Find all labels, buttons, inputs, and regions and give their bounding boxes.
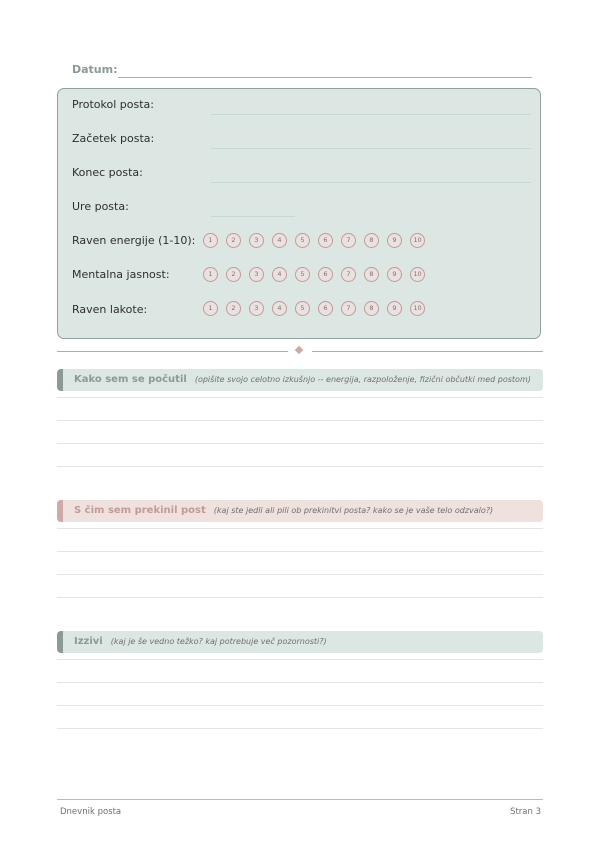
clarity-rating-9[interactable]: 9 [387, 267, 402, 282]
writing-line[interactable] [57, 659, 543, 660]
writing-line[interactable] [57, 574, 543, 575]
energy-rating-5[interactable]: 5 [295, 233, 310, 248]
page-number: Stran 3 [510, 807, 541, 817]
energy-rating-10[interactable]: 10 [410, 233, 425, 248]
section-accent-bar [57, 631, 63, 653]
hunger-label: Raven lakote: [72, 303, 148, 316]
hunger-rating-1[interactable]: 1 [203, 301, 218, 316]
date-input-line[interactable] [118, 77, 532, 78]
date-label: Datum: [72, 63, 118, 76]
start-label: Začetek posta: [72, 132, 155, 145]
energy-rating-1[interactable]: 1 [203, 233, 218, 248]
date-row [72, 63, 532, 79]
writing-line[interactable] [57, 397, 543, 398]
energy-rating-3[interactable]: 3 [249, 233, 264, 248]
energy-rating-2[interactable]: 2 [226, 233, 241, 248]
divider-right [312, 351, 543, 352]
hunger-rating-5[interactable]: 5 [295, 301, 310, 316]
clarity-rating-3[interactable]: 3 [249, 267, 264, 282]
energy-rating-9[interactable]: 9 [387, 233, 402, 248]
energy-label: Raven energije (1-10): [72, 234, 196, 247]
section-challenges-header [57, 631, 543, 653]
section-title: Kako sem se počutil [74, 374, 187, 385]
hours-input-line[interactable] [211, 216, 295, 217]
hours-label: Ure posta: [72, 200, 129, 213]
section-feeling-header [57, 369, 543, 391]
end-input-line[interactable] [211, 182, 531, 183]
energy-rating-4[interactable]: 4 [272, 233, 287, 248]
end-label: Konec posta: [72, 166, 143, 179]
writing-line[interactable] [57, 728, 543, 729]
hunger-rating-6[interactable]: 6 [318, 301, 333, 316]
energy-rating-8[interactable]: 8 [364, 233, 379, 248]
writing-line[interactable] [57, 682, 543, 683]
energy-rating-6[interactable]: 6 [318, 233, 333, 248]
clarity-rating-1[interactable]: 1 [203, 267, 218, 282]
clarity-rating-6[interactable]: 6 [318, 267, 333, 282]
section-accent-bar [57, 369, 63, 391]
writing-line[interactable] [57, 705, 543, 706]
clarity-rating-4[interactable]: 4 [272, 267, 287, 282]
section-note: (kaj ste jedli ali pili ob prekinitvi posta? kako se je vaše telo odzvalo?) [213, 506, 494, 515]
section-accent-bar [57, 500, 63, 522]
hunger-rating-3[interactable]: 3 [249, 301, 264, 316]
clarity-rating-2[interactable]: 2 [226, 267, 241, 282]
writing-line[interactable] [57, 551, 543, 552]
hunger-rating-10[interactable]: 10 [410, 301, 425, 316]
footer-rule [57, 799, 543, 800]
energy-rating-7[interactable]: 7 [341, 233, 356, 248]
hunger-rating-9[interactable]: 9 [387, 301, 402, 316]
divider-left [57, 351, 288, 352]
protocol-label: Protokol posta: [72, 98, 154, 111]
footer-title: Dnevnik posta [60, 807, 122, 817]
writing-line[interactable] [57, 466, 543, 467]
fast-details-panel [57, 88, 541, 339]
start-input-line[interactable] [211, 148, 531, 149]
section-note: (opišite svojo celotno izkušnjo -- energija, razpoloženje, fizični občutki med postom) [194, 375, 531, 384]
section-note: (kaj je še vedno težko? kaj potrebuje več pozornosti?) [110, 637, 327, 646]
hunger-rating-4[interactable]: 4 [272, 301, 287, 316]
protocol-input-line[interactable] [211, 114, 531, 115]
writing-line[interactable] [57, 597, 543, 598]
section-title: S čim sem prekinil post [74, 505, 206, 516]
writing-line[interactable] [57, 528, 543, 529]
diamond-ornament-icon [295, 346, 303, 354]
section-title: Izzivi [74, 636, 103, 647]
writing-line[interactable] [57, 443, 543, 444]
hunger-rating-8[interactable]: 8 [364, 301, 379, 316]
clarity-rating-5[interactable]: 5 [295, 267, 310, 282]
writing-line[interactable] [57, 420, 543, 421]
section-breakfast-header [57, 500, 543, 522]
clarity-label: Mentalna jasnost: [72, 268, 170, 281]
clarity-rating-10[interactable]: 10 [410, 267, 425, 282]
hunger-rating-7[interactable]: 7 [341, 301, 356, 316]
clarity-rating-8[interactable]: 8 [364, 267, 379, 282]
clarity-rating-7[interactable]: 7 [341, 267, 356, 282]
hunger-rating-2[interactable]: 2 [226, 301, 241, 316]
